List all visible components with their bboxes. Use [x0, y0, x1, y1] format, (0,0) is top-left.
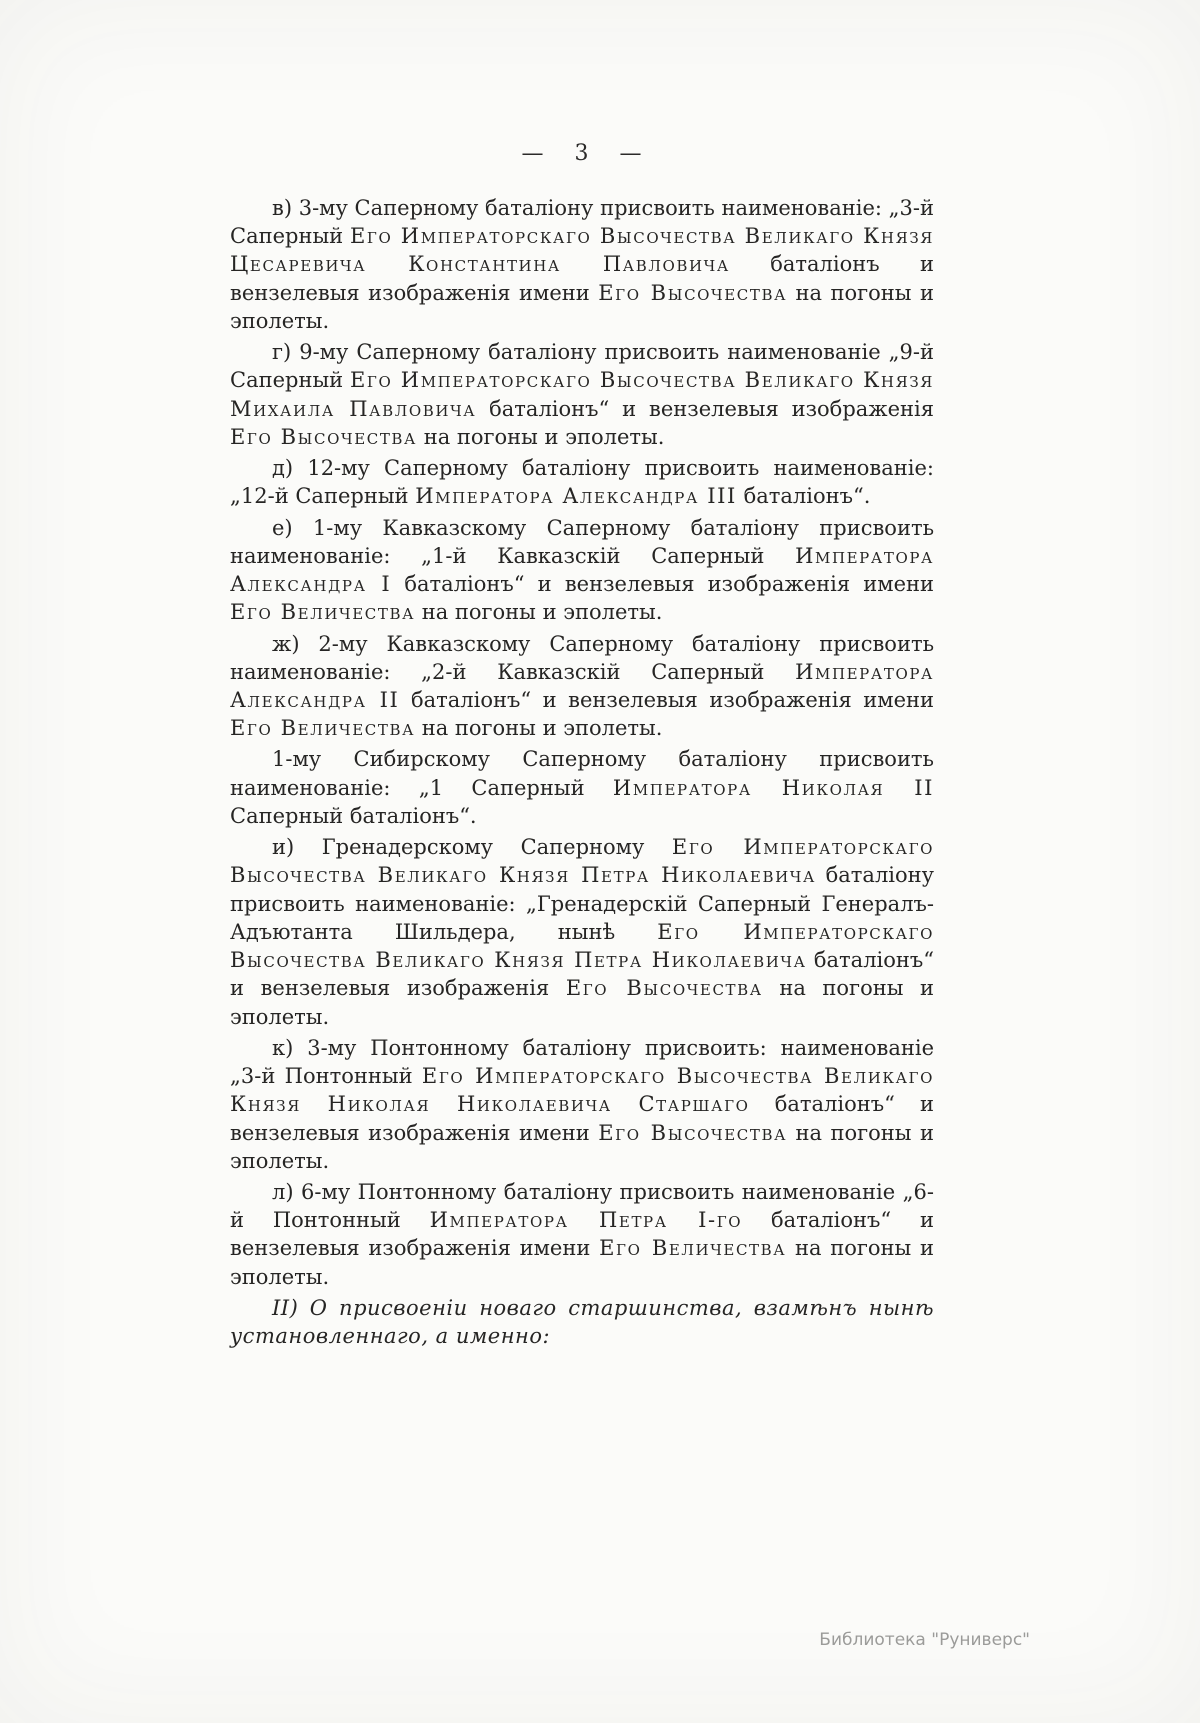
paragraph — [230, 1178, 934, 1291]
imperial-title-text: Его Императорскаго Высочества Великаго Князя Петра Николаевича — [230, 919, 934, 973]
library-watermark: Библиотека "Руниверс" — [819, 1630, 1030, 1650]
paragraph — [230, 454, 934, 510]
body-text: 1-му Сибирскому Саперному баталіону присвоить наименованіе: „1 Саперный — [230, 747, 934, 800]
body-text: на погоны и эполеты. — [230, 280, 934, 333]
body-text: Саперный баталіонъ“. — [230, 803, 477, 828]
body-text: баталіону присвоить наименованіе: „Гренадерскій Саперный Генералъ-Адъютанта Шильдера, нынѣ — [230, 863, 935, 944]
imperial-title-text: Его Высочества — [230, 424, 418, 449]
imperial-title-text: Его Императорскаго Высочества Великаго Князя Николая Николаевича Старшаго — [230, 1064, 934, 1117]
document-text-block — [230, 194, 934, 1353]
body-text: II) О присвоеніи новаго старшинства, взамѣнъ нынѣ установленнаго, а именно: — [230, 1295, 934, 1349]
body-text: на погоны и эполеты. — [415, 716, 663, 741]
body-text: л) 6-му Понтонному баталіону присвоить наименованіе „6-й Понтонный — [230, 1179, 934, 1233]
body-text: к) 3-му Понтонному баталіону присвоить: наименованіе „3-й Понтонный — [230, 1035, 934, 1089]
imperial-title-text: Его Высочества — [598, 1120, 788, 1145]
body-text: баталіонъ“ и вензелевыя изображенія имени — [391, 572, 934, 597]
body-text: на погоны и эполеты. — [230, 1120, 934, 1173]
paragraph — [230, 1294, 934, 1350]
body-text: баталіонъ“ и вензелевыя изображенія — [230, 948, 934, 1001]
paragraph — [230, 194, 934, 335]
body-text: на погоны и эполеты. — [417, 424, 665, 449]
imperial-title-text: Его Величества — [230, 600, 416, 625]
body-text: баталіонъ“. — [736, 484, 871, 509]
imperial-title-text: Императора Александра I — [230, 543, 934, 597]
body-text: в) 3-му Саперному баталіону присвоить наименованіе: „3-й Саперный — [230, 196, 934, 249]
imperial-title-text: Императора Петра I-го — [429, 1208, 743, 1233]
paragraph — [230, 338, 934, 451]
imperial-title-text: Императора Александра III — [415, 484, 737, 509]
body-text: на погоны и эполеты. — [415, 600, 663, 625]
body-text: г) 9-му Саперному баталіону присвоить наименованіе „9-й Саперный — [230, 340, 934, 393]
imperial-title-text: Его Императорскаго Высочества Великаго Князя Цесаревича Константина Павловича — [230, 224, 934, 277]
body-text: и) Гренадерскому Саперному — [272, 835, 672, 860]
body-text: баталіонъ“ и вензелевыя изображенія имени — [230, 1092, 934, 1145]
imperial-title-text: Его Императорскаго Высочества Великаго Князя Петра Николаевича — [230, 835, 935, 888]
body-text: е) 1-му Кавказскому Саперному баталіону присвоить наименованіе: „1-й Кавказскій Саперный — [230, 515, 934, 568]
imperial-title-text: Его Величества — [599, 1236, 787, 1261]
imperial-title-text: Его Высочества — [565, 976, 763, 1001]
body-text: на погоны и эполеты. — [230, 1236, 934, 1289]
body-text: ж) 2-му Кавказскому Саперному баталіону присвоить наименованіе: „2-й Кавказскій Саперный — [230, 631, 934, 684]
imperial-title-text: Императора Николая II — [612, 775, 935, 800]
paragraph — [230, 833, 934, 1031]
paragraph — [230, 514, 934, 627]
imperial-title-text: Его Величества — [230, 716, 416, 741]
paragraph — [230, 630, 934, 743]
imperial-title-text: Императора Александра II — [230, 659, 934, 712]
imperial-title-text: Его Высочества — [598, 280, 788, 305]
body-text: на погоны и эполеты. — [230, 976, 934, 1029]
body-text: баталіонъ“ и вензелевыя изображенія — [476, 396, 934, 421]
body-text: баталіонъ и вензелевыя изображенія имени — [230, 252, 934, 305]
imperial-title-text: Его Императорскаго Высочества Великаго Князя Михаила Павловича — [230, 368, 934, 421]
paragraph — [230, 1034, 934, 1175]
body-text: баталіонъ“ и вензелевыя изображенія имени — [230, 1208, 934, 1261]
body-text: баталіонъ“ и вензелевыя изображенія имени — [399, 687, 934, 712]
page-number: — 3 — — [521, 141, 643, 166]
paragraph — [230, 745, 934, 830]
body-text: д) 12-му Саперному баталіону присвоить наименованіе: „12-й Саперный — [230, 456, 934, 509]
